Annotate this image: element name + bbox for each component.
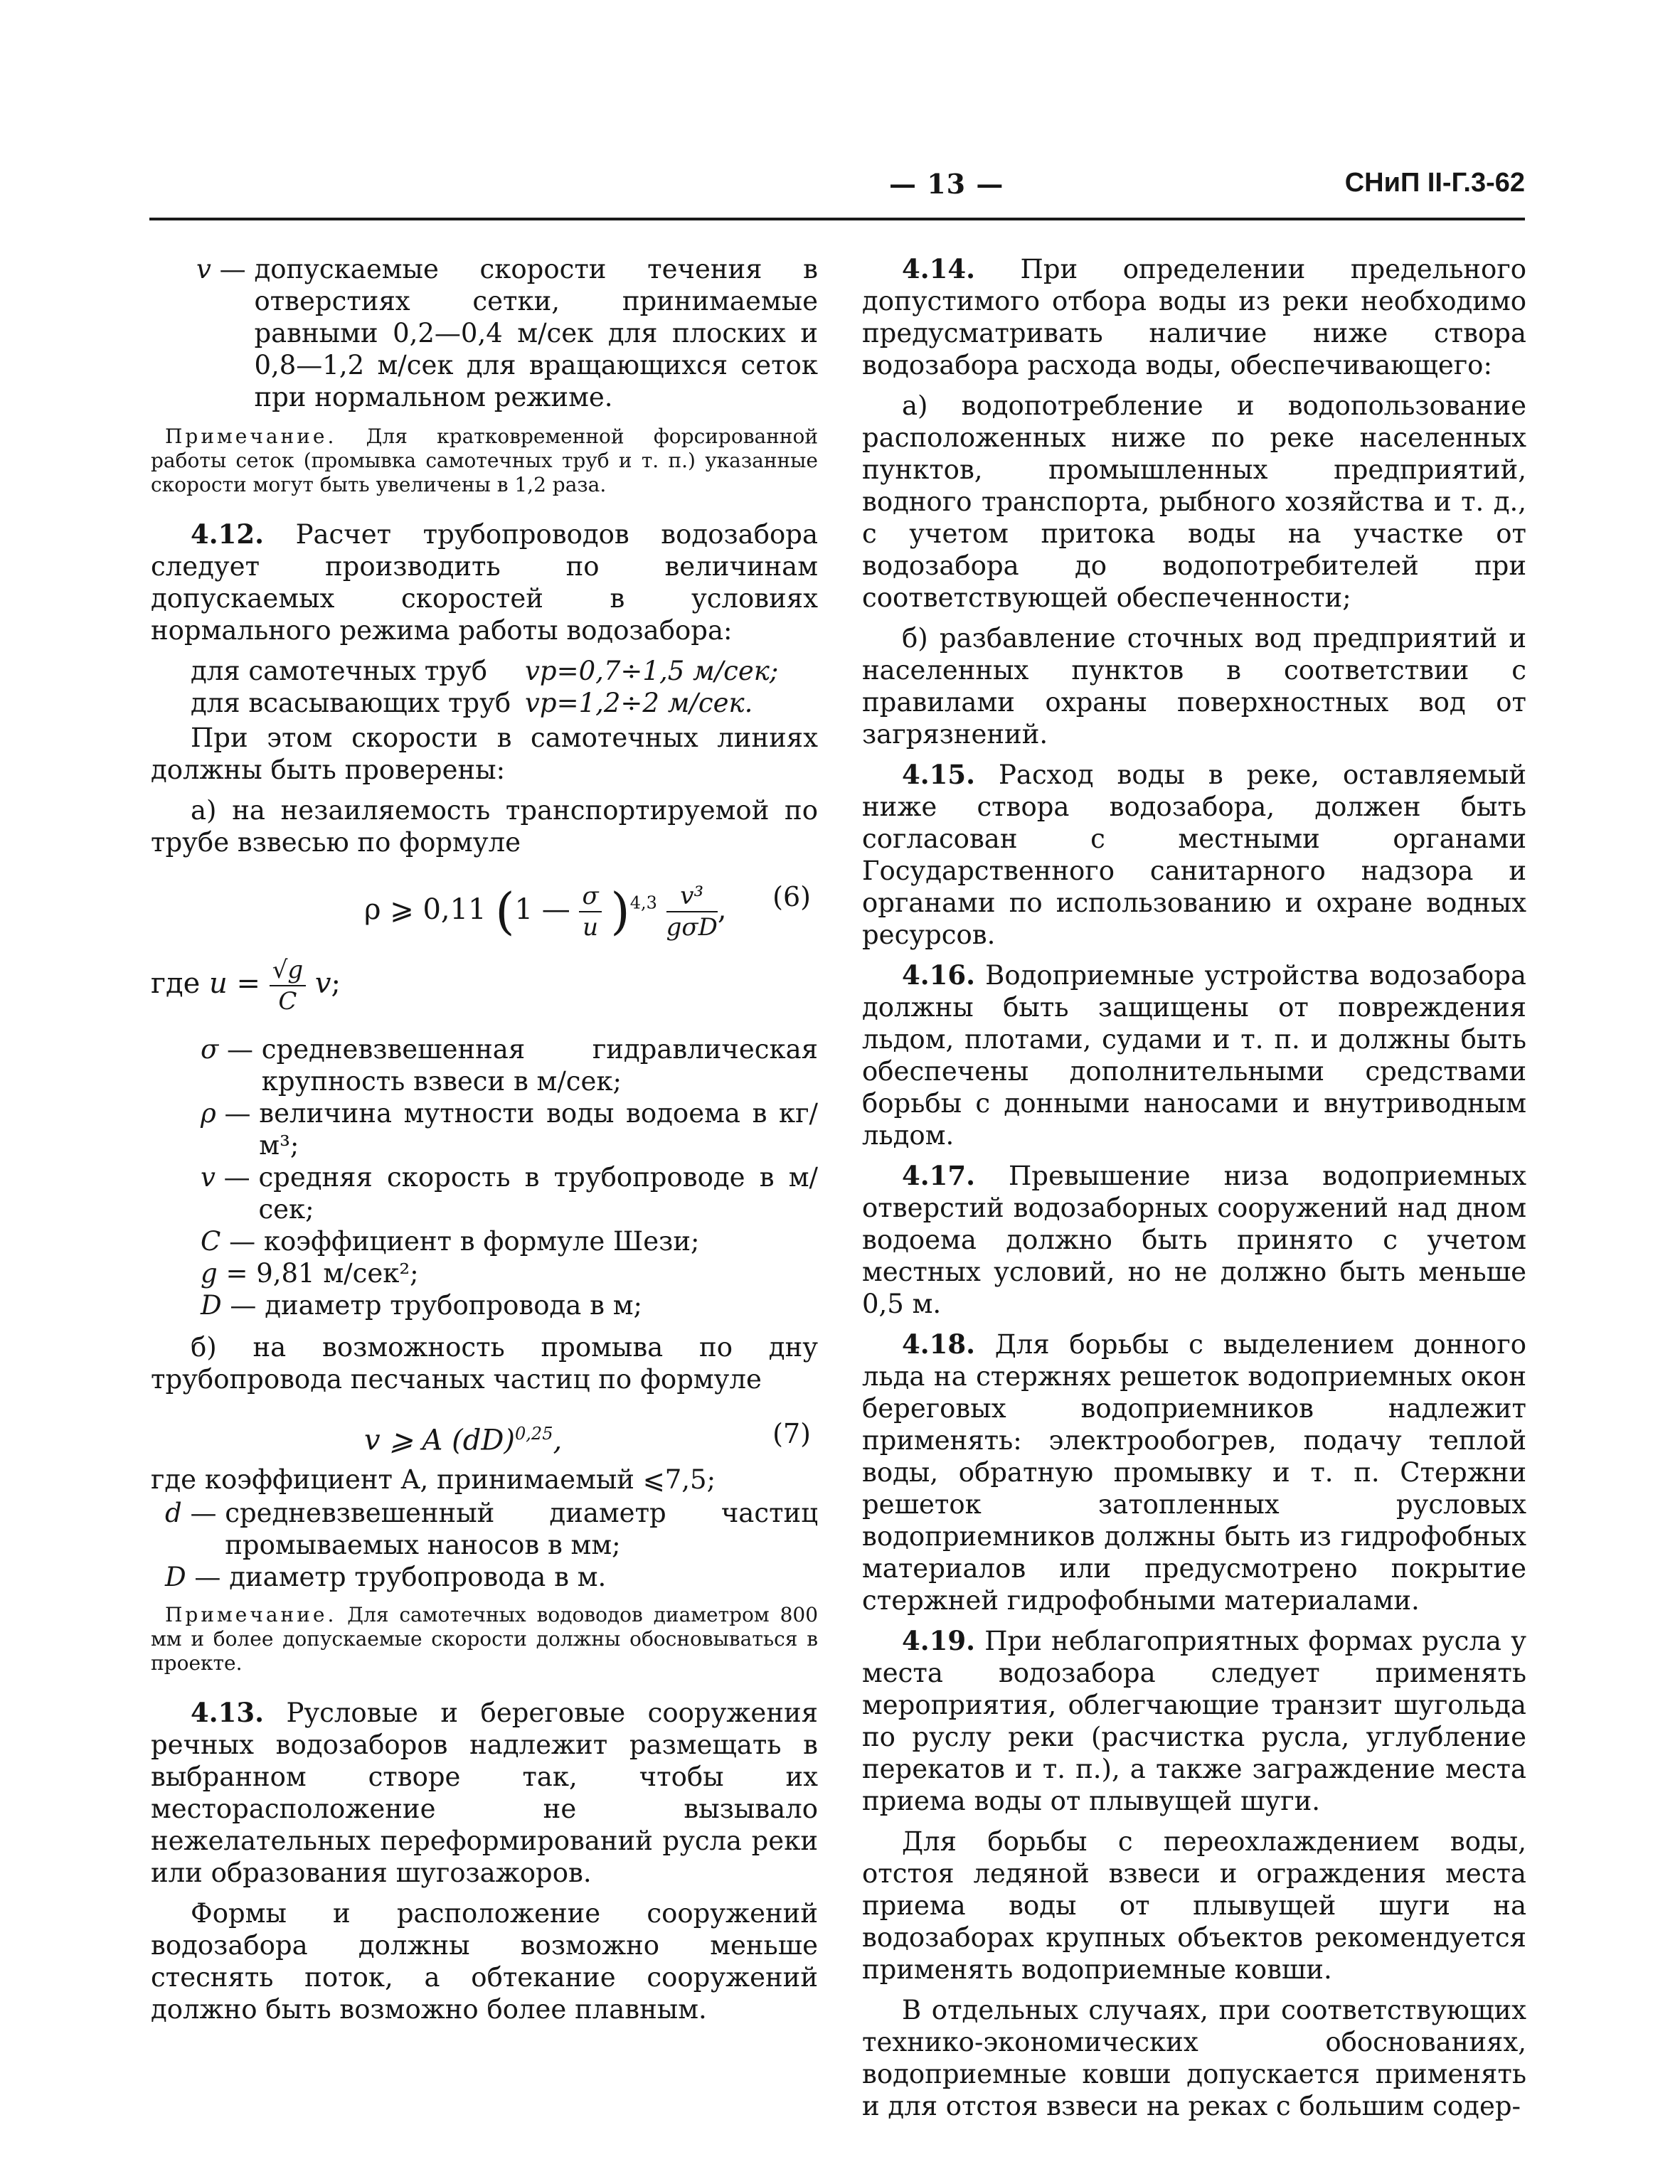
header-rule bbox=[149, 218, 1525, 220]
formula-exponent: 4,3 bbox=[629, 893, 657, 913]
pipe-value: vp=1,2÷2 м/сек. bbox=[525, 688, 753, 718]
section-number: 4.14. bbox=[902, 253, 975, 284]
pipe-speed-gravity bbox=[151, 655, 818, 687]
paragraph-check: При этом скорости в самотечных линиях должны быть проверены: bbox=[151, 723, 818, 785]
definition-item: v — средняя скорость в трубопроводе в м/сек; bbox=[201, 1162, 818, 1225]
paragraph-text: При неблагоприятных формах русла у места водозабора следует применять мероприятия, облегчающие транзит шугольда по руслу реки (расчистка русла, углубление перекатов и т. п.), а также заграждение места приема воды от плывущей шуги. bbox=[862, 1626, 1526, 1816]
fraction-sqrtg-c: $\frac{√g}{C}$ bbox=[270, 955, 306, 1016]
paragraph-b: б) на возможность промыва по дну трубопровода песчаных частиц по формуле bbox=[151, 1332, 818, 1395]
document-code: СНиП II-Г.3-62 bbox=[1344, 168, 1525, 198]
section-number: 4.16. bbox=[902, 959, 975, 991]
definitions-list-1 bbox=[151, 1033, 818, 1321]
where-u-definition: где u = $\frac{√g}{C}$ v; bbox=[151, 956, 341, 1016]
definition-text: допускаемые скорости течения в отверстиях сетки, принимаемые равными 0,2—0,4 м/сек для плоских и 0,8—1,2 м/сек для вращающихся сеток при нормальном режиме. bbox=[254, 254, 818, 412]
definition-item: σ — средневзвешенная гидравлическая крупность взвеси в м/сек; bbox=[201, 1034, 818, 1097]
paragraph-4-18 bbox=[862, 1328, 1526, 1616]
where-prefix: где bbox=[151, 967, 201, 1000]
section-number: 4.15. bbox=[902, 759, 975, 790]
pipe-label: для самотечных труб bbox=[191, 656, 487, 686]
paragraph-4-19 bbox=[862, 1625, 1526, 1817]
section-number: 4.17. bbox=[902, 1160, 975, 1191]
formula-exponent: 0,25 bbox=[515, 1424, 553, 1444]
definition-item: ρ — величина мутности воды водоема в кг/м³; bbox=[201, 1098, 818, 1161]
note-2 bbox=[151, 1603, 818, 1676]
formula-6: ρ ⩾ 0,11 (1 — $\frac{\sigma}{u}$ )$^{4,3}$ $\frac{\text{v³}}{\text{gσD}}$ , (6) bbox=[364, 881, 811, 942]
paragraph-a: а) на незаиляемость транспортируемой по трубе взвесью по формуле bbox=[151, 795, 818, 858]
pipe-value: vp=0,7÷1,5 м/сек; bbox=[525, 656, 779, 686]
where-coefficient: где коэффициент A, принимаемый ⩽7,5; bbox=[151, 1464, 716, 1495]
paragraph-4-16 bbox=[862, 959, 1526, 1151]
paragraph-4-19-special-cases: В отдельных случаях, при соответствующих технико-экономических обоснованиях, водоприемные ковши допускается применять и для отстоя взвеси на реках с большим содер- bbox=[862, 1995, 1526, 2121]
paragraph-4-12 bbox=[151, 518, 818, 646]
pipe-speed-suction bbox=[151, 687, 818, 719]
paragraph-text: Расчет трубопроводов водозабора следует производить по величинам допускаемых скоростей в условиях нормального режима работы водозабора: bbox=[151, 519, 819, 646]
section-number: 4.12. bbox=[191, 518, 264, 550]
definition-item: d — средневзвешенный диаметр частиц промываемых наносов в мм; bbox=[165, 1498, 818, 1560]
section-number: 4.18. bbox=[902, 1328, 975, 1360]
paragraph-4-13-forms: Формы и расположение сооружений водозабора должны возможно меньше стеснять поток, а обтекание сооружений должно быть возможно более плавным. bbox=[151, 1898, 818, 2025]
definition-item: C — коэффициент в формуле Шези; bbox=[201, 1226, 700, 1257]
formula-7: v ⩾ A (dD)$^{0,25}$, (7) bbox=[364, 1418, 811, 1457]
definition-v: v — допускаемые скорости течения в отверстиях сетки, принимаемые равными 0,2—0,4 м/сек для плоских и 0,8—1,2 м/сек для вращающихся сеток при нормальном режиме. bbox=[196, 254, 818, 412]
paragraph-4-19-supercooling: Для борьбы с переохлаждением воды, отстоя ледяной взвеси и ограждения места приема воды от плывущей шуги на водозаборах крупных объектов рекомендуется применять водоприемные ковши. bbox=[862, 1826, 1526, 1985]
page-number: — 13 — bbox=[889, 168, 1004, 200]
paragraph-text: Русловые и береговые сооружения речных водозаборов надлежит размещать в выбранном створе так, чтобы их месторасположение не вызывало нежелательных переформирований русла реки или образования шугозажоров. bbox=[151, 1698, 818, 1888]
paragraph-text: При определении предельного допустимого отбора воды из реки необходимо предусматривать наличие ниже створа водозабора расхода воды, обеспечивающего: bbox=[862, 254, 1526, 380]
right-column bbox=[862, 253, 1526, 2131]
note-label: Примечание. bbox=[165, 425, 337, 448]
section-number: 4.13. bbox=[191, 1697, 264, 1728]
fraction-v3-gsD: $\frac{\text{v³}}{\text{gσD}}$ bbox=[666, 882, 718, 942]
definitions-list-2 bbox=[151, 1497, 818, 1593]
formula-lhs: ρ ⩾ 0,11 bbox=[364, 893, 487, 926]
paragraph-4-14-a: а) водопотребление и водопользование расположенных ниже по реке населенных пунктов, промышленных предприятий, водного транспорта, рыбного хозяйства и т. д., с учетом притока воды на участке от водозабора до водопотребителей при соответствующей обеспеченности; bbox=[862, 390, 1526, 613]
definition-item: g = 9,81 м/сек²; bbox=[201, 1258, 419, 1289]
formula-body: v ⩾ A (dD) bbox=[364, 1424, 516, 1457]
definition-item: D — диаметр трубопровода в м; bbox=[201, 1290, 642, 1321]
paragraph-text: Для борьбы с выделением донного льда на стержнях решеток водоприемных окон береговых водоприемников надлежит применять: электрообогрев, подачу теплой воды, обратную промывку и т. п. Стержни решеток затопленных русловых водоприемников должны быть из гидрофобных материалов или предусмотрено покрытие стержней гидрофобными материалами. bbox=[862, 1329, 1526, 1616]
formula-number: (6) bbox=[772, 881, 811, 912]
paragraph-4-14 bbox=[862, 253, 1526, 381]
definition-symbol: v bbox=[196, 254, 211, 284]
paragraph-4-17 bbox=[862, 1160, 1526, 1320]
note-label: Примечание. bbox=[165, 1603, 337, 1626]
paragraph-4-15 bbox=[862, 759, 1526, 951]
note-text: Для кратковременной форсированной работы сеток (промывка самотечных труб и т. п.) указанные скорости могут быть увеличены в 1,2 раза. bbox=[151, 425, 818, 496]
fraction-sigma-u: $\frac{\sigma}{u}$ bbox=[579, 881, 601, 942]
note-1 bbox=[151, 425, 818, 497]
definition-item: D — диаметр трубопровода в м. bbox=[165, 1562, 607, 1592]
section-number: 4.19. bbox=[902, 1625, 975, 1656]
paragraph-text: Превышение низа водоприемных отверстий водозаборных сооружений над дном водоема должно быть принято с учетом местных условий, но не должно быть меньше 0,5 м. bbox=[862, 1161, 1527, 1319]
left-column bbox=[151, 253, 818, 2034]
page-header bbox=[149, 168, 1525, 212]
note-text: Для самотечных водоводов диаметром 800 мм и более допускаемые скорости должны обосновываться в проекте. bbox=[151, 1603, 819, 1675]
pipe-label: для всасывающих труб bbox=[191, 688, 511, 718]
paragraph-text: Расход воды в реке, оставляемый ниже створа водозабора, должен быть согласован с местными органами Государственного санитарного надзора и органами по использованию и охране водных ресурсов. bbox=[862, 760, 1526, 950]
paragraph-text: Водоприемные устройства водозабора должны быть защищены от повреждения льдом, плотами, судами и т. п. и должны быть обеспечены дополнительными средствами борьбы с донными наносами и внутриводным льдом. bbox=[862, 960, 1526, 1151]
paragraph-4-14-b: б) разбавление сточных вод предприятий и населенных пунктов в соответствии с правилами охраны поверхностных вод от загрязнений. bbox=[862, 623, 1526, 750]
formula-number: (7) bbox=[772, 1418, 811, 1449]
paragraph-4-13 bbox=[151, 1697, 818, 1889]
